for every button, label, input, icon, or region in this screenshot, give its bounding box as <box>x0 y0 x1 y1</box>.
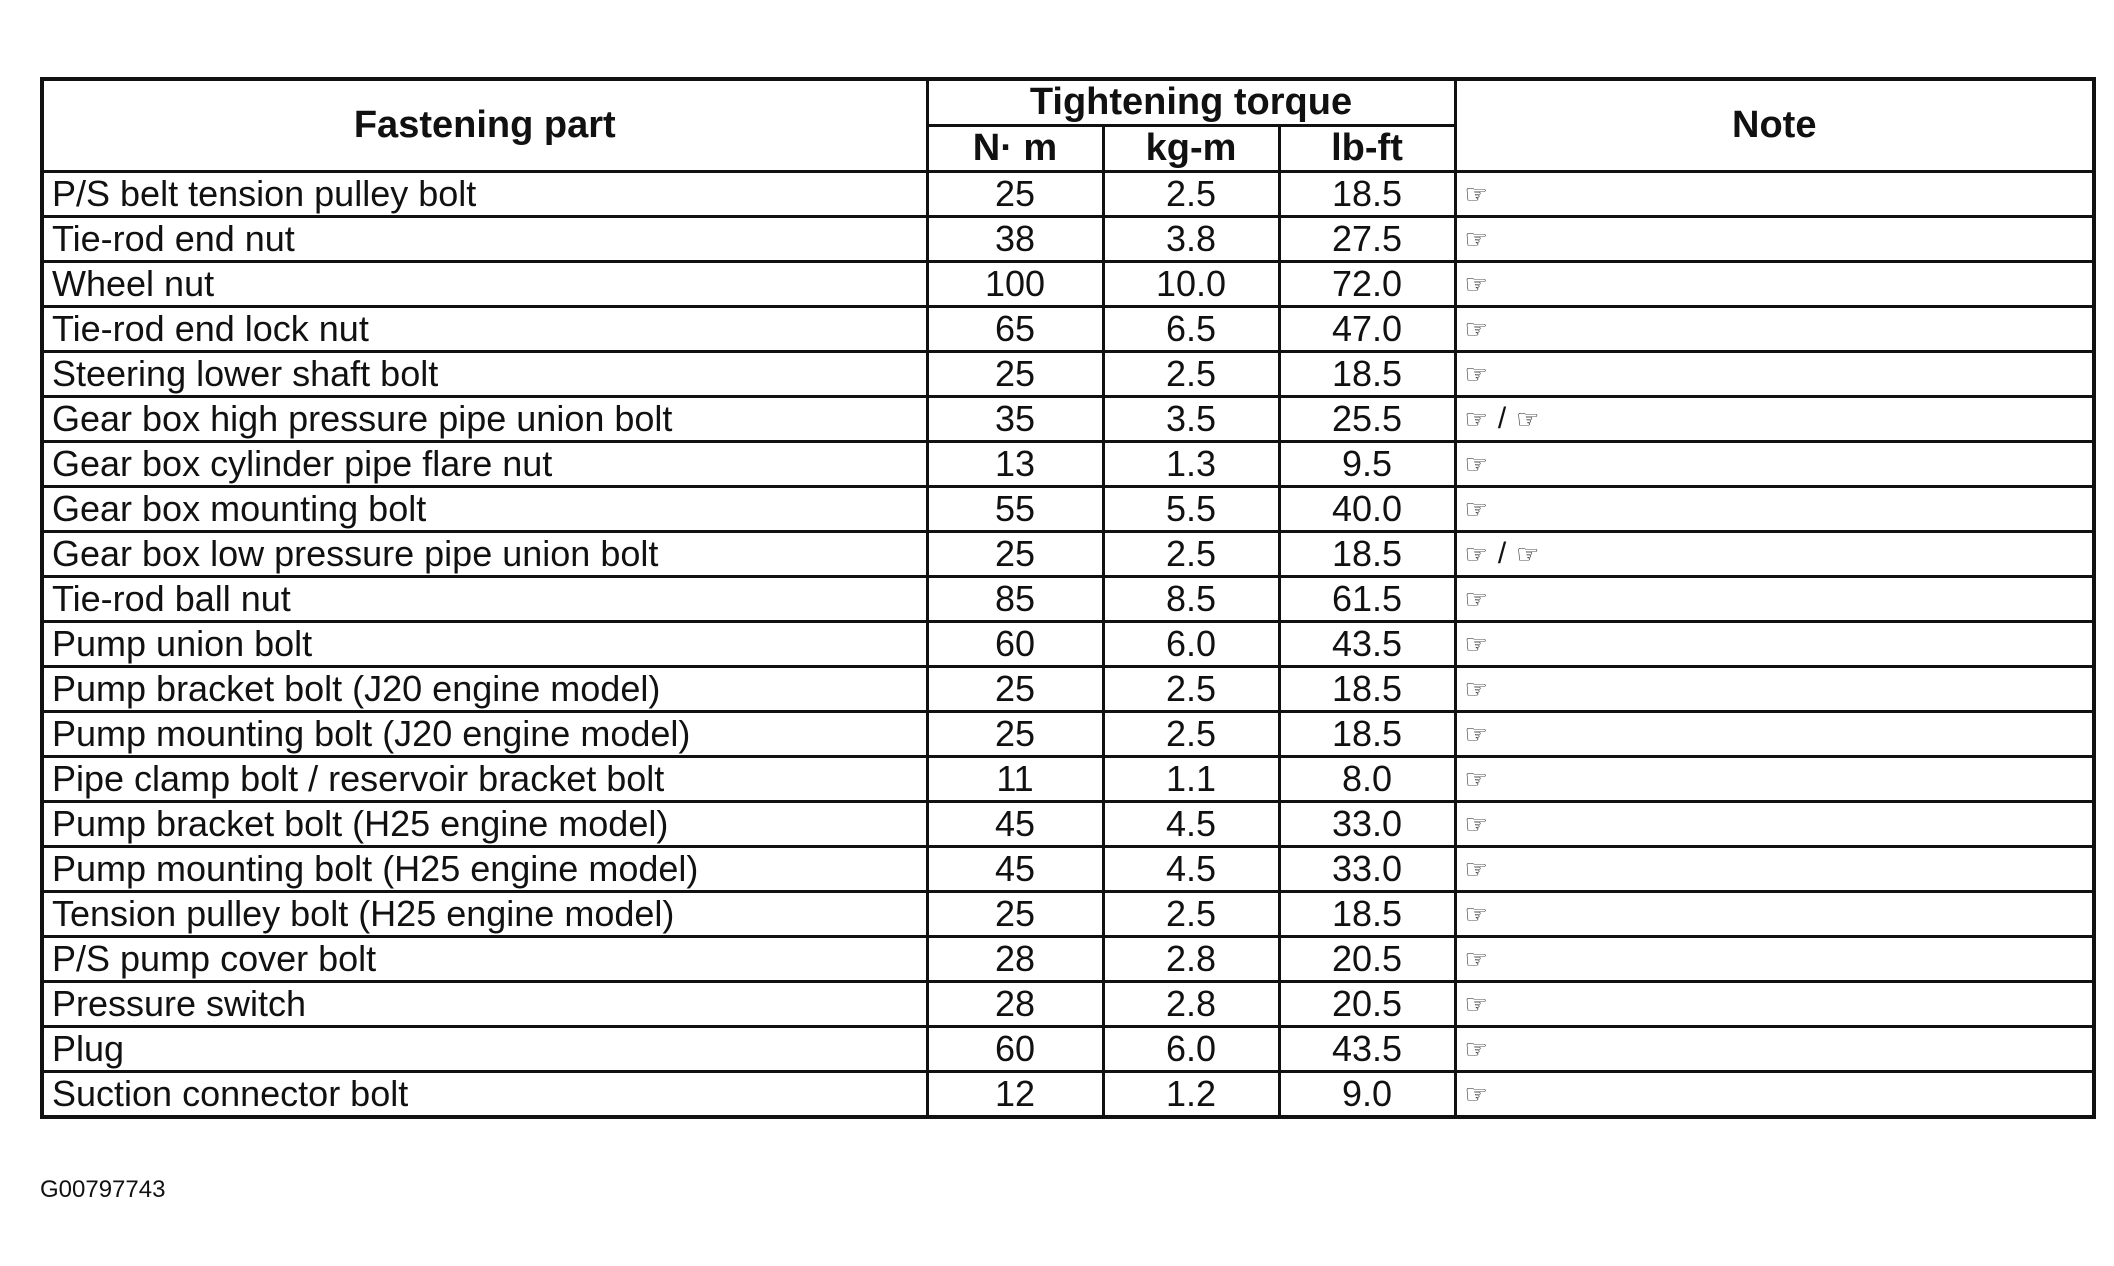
note-cell <box>1455 487 2094 532</box>
torque-kgm-cell: 3.8 <box>1103 217 1279 262</box>
note-cell <box>1455 1072 2094 1118</box>
table-row <box>42 667 2094 712</box>
fastening-part-cell: P/S belt tension pulley bolt <box>42 172 927 217</box>
pointing-hand-icon[interactable]: ☞ <box>1464 404 1488 434</box>
torque-kgm-cell: 2.5 <box>1103 712 1279 757</box>
table-row <box>42 847 2094 892</box>
pointing-hand-icon[interactable]: ☞ <box>1464 718 1488 749</box>
table-row <box>42 1072 2094 1118</box>
pointing-hand-icon[interactable]: ☞ <box>1464 539 1488 569</box>
unit-header-lbft: lb-ft <box>1279 126 1455 172</box>
torque-lbft-cell: 18.5 <box>1279 532 1455 577</box>
note-cell <box>1455 937 2094 982</box>
table-row <box>42 802 2094 847</box>
note-cell <box>1455 217 2094 262</box>
table-row <box>42 937 2094 982</box>
torque-lbft-cell: 20.5 <box>1279 937 1455 982</box>
fastening-part-cell: Gear box mounting bolt <box>42 487 927 532</box>
torque-lbft-cell: 40.0 <box>1279 487 1455 532</box>
pointing-hand-icon[interactable]: ☞ <box>1464 493 1488 524</box>
note-cell <box>1455 622 2094 667</box>
torque-kgm-cell: 4.5 <box>1103 847 1279 892</box>
fastening-part-cell: Pump union bolt <box>42 622 927 667</box>
pointing-hand-icon[interactable]: ☞ <box>1464 988 1488 1019</box>
note-separator: / <box>1497 537 1507 570</box>
torque-lbft-cell: 47.0 <box>1279 307 1455 352</box>
torque-kgm-cell: 2.5 <box>1103 892 1279 937</box>
torque-kgm-cell: 10.0 <box>1103 262 1279 307</box>
table-row <box>42 982 2094 1027</box>
fastening-part-cell: Gear box high pressure pipe union bolt <box>42 397 927 442</box>
pointing-hand-icon[interactable]: ☞ <box>1516 404 1540 434</box>
torque-nm-cell: 28 <box>927 982 1103 1027</box>
fastening-part-cell: Gear box low pressure pipe union bolt <box>42 532 927 577</box>
table-row <box>42 262 2094 307</box>
torque-nm-cell: 100 <box>927 262 1103 307</box>
note-cell <box>1455 577 2094 622</box>
pointing-hand-icon[interactable]: ☞ <box>1464 943 1488 974</box>
torque-lbft-cell: 18.5 <box>1279 712 1455 757</box>
fastening-part-cell: Tie-rod end nut <box>42 217 927 262</box>
torque-kgm-cell: 1.1 <box>1103 757 1279 802</box>
torque-table-body <box>42 172 2094 1118</box>
table-row <box>42 217 2094 262</box>
pointing-hand-icon[interactable]: ☞ <box>1464 313 1488 344</box>
table-row <box>42 577 2094 622</box>
torque-lbft-cell: 9.0 <box>1279 1072 1455 1118</box>
pointing-hand-icon[interactable]: ☞ <box>1464 1078 1488 1109</box>
fastening-part-cell: Pressure switch <box>42 982 927 1027</box>
torque-nm-cell: 35 <box>927 397 1103 442</box>
torque-lbft-cell: 20.5 <box>1279 982 1455 1027</box>
pointing-hand-icon[interactable]: ☞ <box>1516 539 1540 569</box>
note-cell <box>1455 667 2094 712</box>
torque-nm-cell: 25 <box>927 532 1103 577</box>
torque-kgm-cell: 2.5 <box>1103 532 1279 577</box>
torque-kgm-cell: 4.5 <box>1103 802 1279 847</box>
note-cell <box>1455 712 2094 757</box>
fastening-part-cell: Tie-rod ball nut <box>42 577 927 622</box>
torque-lbft-cell: 43.5 <box>1279 1027 1455 1072</box>
pointing-hand-icon[interactable]: ☞ <box>1464 223 1488 254</box>
fastening-part-cell: Tie-rod end lock nut <box>42 307 927 352</box>
note-cell <box>1455 532 2094 577</box>
pointing-hand-icon[interactable]: ☞ <box>1464 763 1488 794</box>
torque-lbft-cell: 18.5 <box>1279 667 1455 712</box>
torque-nm-cell: 25 <box>927 172 1103 217</box>
torque-kgm-cell: 2.5 <box>1103 172 1279 217</box>
fastening-part-cell: Pipe clamp bolt / reservoir bracket bolt <box>42 757 927 802</box>
torque-lbft-cell: 18.5 <box>1279 352 1455 397</box>
fastening-part-cell: Pump bracket bolt (H25 engine model) <box>42 802 927 847</box>
unit-header-nm: N· m <box>927 126 1103 172</box>
pointing-hand-icon[interactable]: ☞ <box>1464 673 1488 704</box>
note-cell <box>1455 982 2094 1027</box>
table-row <box>42 172 2094 217</box>
torque-kgm-cell: 3.5 <box>1103 397 1279 442</box>
pointing-hand-icon[interactable]: ☞ <box>1464 583 1488 614</box>
fastening-part-cell: Wheel nut <box>42 262 927 307</box>
pointing-hand-icon[interactable]: ☞ <box>1464 268 1488 299</box>
torque-lbft-cell: 33.0 <box>1279 802 1455 847</box>
table-row <box>42 442 2094 487</box>
torque-nm-cell: 55 <box>927 487 1103 532</box>
torque-kgm-cell: 1.2 <box>1103 1072 1279 1118</box>
tightening-torque-header: Tightening torque <box>927 79 1455 126</box>
torque-lbft-cell: 8.0 <box>1279 757 1455 802</box>
torque-nm-cell: 12 <box>927 1072 1103 1118</box>
fastening-part-cell: Steering lower shaft bolt <box>42 352 927 397</box>
torque-lbft-cell: 33.0 <box>1279 847 1455 892</box>
torque-lbft-cell: 43.5 <box>1279 622 1455 667</box>
torque-lbft-cell: 18.5 <box>1279 172 1455 217</box>
torque-kgm-cell: 2.8 <box>1103 937 1279 982</box>
torque-nm-cell: 60 <box>927 1027 1103 1072</box>
fastening-part-cell: Pump bracket bolt (J20 engine model) <box>42 667 927 712</box>
fastening-part-cell: Tension pulley bolt (H25 engine model) <box>42 892 927 937</box>
pointing-hand-icon[interactable]: ☞ <box>1464 808 1488 839</box>
fastening-part-header: Fastening part <box>42 79 927 172</box>
torque-kgm-cell: 6.0 <box>1103 1027 1279 1072</box>
fastening-part-cell: P/S pump cover bolt <box>42 937 927 982</box>
note-cell <box>1455 262 2094 307</box>
torque-nm-cell: 25 <box>927 892 1103 937</box>
table-row <box>42 307 2094 352</box>
note-cell <box>1455 352 2094 397</box>
torque-kgm-cell: 6.5 <box>1103 307 1279 352</box>
table-row <box>42 397 2094 442</box>
torque-lbft-cell: 9.5 <box>1279 442 1455 487</box>
torque-kgm-cell: 6.0 <box>1103 622 1279 667</box>
torque-kgm-cell: 2.8 <box>1103 982 1279 1027</box>
table-row <box>42 622 2094 667</box>
torque-nm-cell: 65 <box>927 307 1103 352</box>
torque-lbft-cell: 61.5 <box>1279 577 1455 622</box>
torque-nm-cell: 85 <box>927 577 1103 622</box>
note-separator: / <box>1497 402 1507 435</box>
torque-nm-cell: 25 <box>927 712 1103 757</box>
table-row <box>42 712 2094 757</box>
torque-spec-table <box>40 77 2096 1119</box>
table-row <box>42 352 2094 397</box>
torque-kgm-cell: 2.5 <box>1103 667 1279 712</box>
note-cell <box>1455 1027 2094 1072</box>
note-cell <box>1455 307 2094 352</box>
pointing-hand-icon[interactable]: ☞ <box>1464 1033 1488 1064</box>
note-cell <box>1455 802 2094 847</box>
torque-kgm-cell: 2.5 <box>1103 352 1279 397</box>
note-cell <box>1455 847 2094 892</box>
pointing-hand-icon[interactable]: ☞ <box>1464 178 1488 209</box>
torque-nm-cell: 25 <box>927 667 1103 712</box>
torque-lbft-cell: 18.5 <box>1279 892 1455 937</box>
fastening-part-cell: Pump mounting bolt (J20 engine model) <box>42 712 927 757</box>
torque-lbft-cell: 72.0 <box>1279 262 1455 307</box>
table-row <box>42 1027 2094 1072</box>
torque-kgm-cell: 1.3 <box>1103 442 1279 487</box>
torque-nm-cell: 38 <box>927 217 1103 262</box>
unit-header-kgm: kg-m <box>1103 126 1279 172</box>
note-header: Note <box>1455 79 2094 172</box>
torque-nm-cell: 28 <box>927 937 1103 982</box>
table-row <box>42 757 2094 802</box>
pointing-hand-icon[interactable]: ☞ <box>1464 628 1488 659</box>
torque-nm-cell: 11 <box>927 757 1103 802</box>
torque-kgm-cell: 5.5 <box>1103 487 1279 532</box>
note-cell <box>1455 892 2094 937</box>
table-row <box>42 892 2094 937</box>
torque-nm-cell: 13 <box>927 442 1103 487</box>
torque-nm-cell: 60 <box>927 622 1103 667</box>
torque-kgm-cell: 8.5 <box>1103 577 1279 622</box>
pointing-hand-icon[interactable]: ☞ <box>1464 448 1488 479</box>
figure-id: G00797743 <box>40 1176 166 1203</box>
pointing-hand-icon[interactable]: ☞ <box>1464 358 1488 389</box>
torque-lbft-cell: 25.5 <box>1279 397 1455 442</box>
note-cell <box>1455 442 2094 487</box>
torque-nm-cell: 45 <box>927 847 1103 892</box>
table-row <box>42 487 2094 532</box>
note-cell <box>1455 172 2094 217</box>
fastening-part-cell: Plug <box>42 1027 927 1072</box>
note-cell <box>1455 757 2094 802</box>
table-row <box>42 532 2094 577</box>
fastening-part-cell: Suction connector bolt <box>42 1072 927 1118</box>
torque-nm-cell: 25 <box>927 352 1103 397</box>
fastening-part-cell: Pump mounting bolt (H25 engine model) <box>42 847 927 892</box>
note-cell <box>1455 397 2094 442</box>
torque-lbft-cell: 27.5 <box>1279 217 1455 262</box>
pointing-hand-icon[interactable]: ☞ <box>1464 853 1488 884</box>
torque-nm-cell: 45 <box>927 802 1103 847</box>
fastening-part-cell: Gear box cylinder pipe flare nut <box>42 442 927 487</box>
pointing-hand-icon[interactable]: ☞ <box>1464 898 1488 929</box>
